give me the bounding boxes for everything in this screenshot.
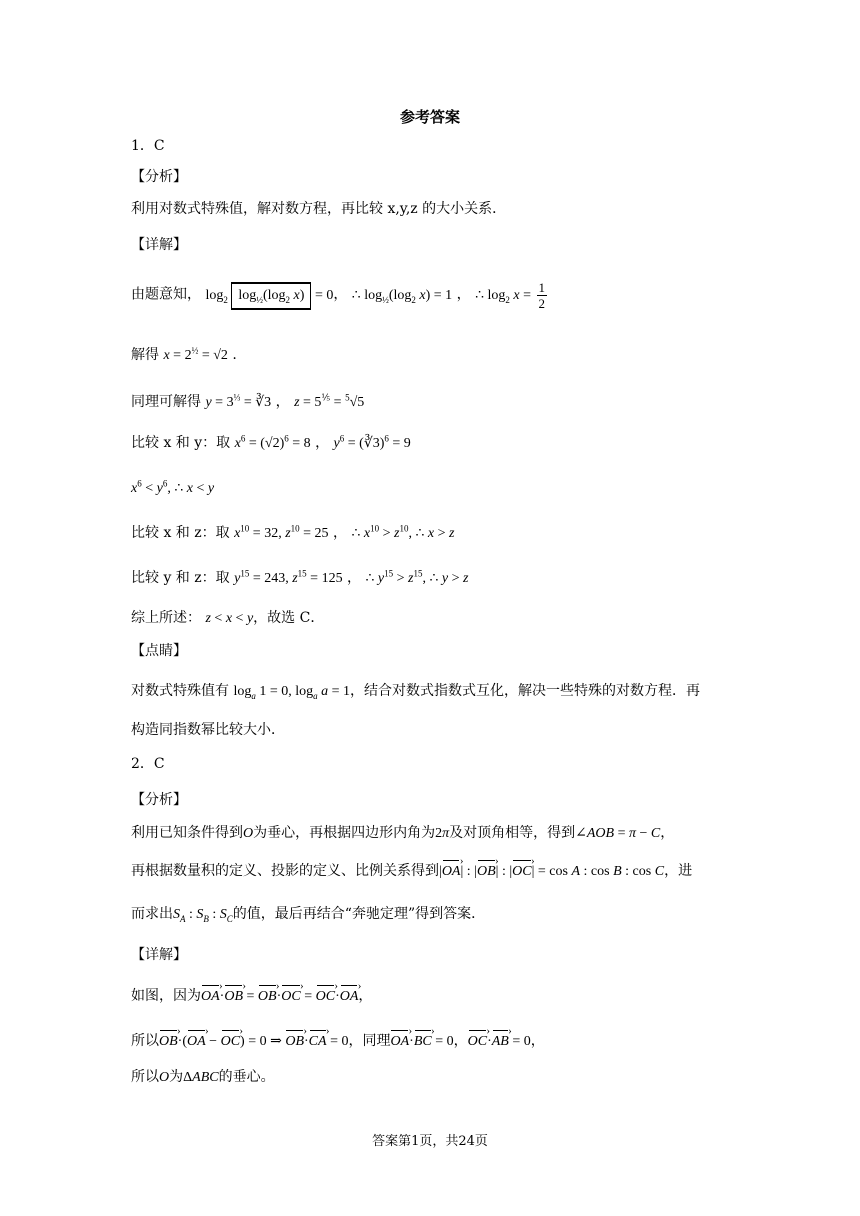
q2-detail-1a: 如图，因为 — [131, 988, 201, 1004]
q2-analysis-1a: 利用已知条件得到 — [131, 825, 243, 841]
q2-analysis-header: 【分析】 — [131, 792, 187, 808]
q1-summary — [131, 608, 324, 629]
q1-summary-prefix: 综上所述： — [131, 610, 201, 626]
q2-perp-oc-ab: OC ›·AB › = 0 — [468, 1034, 531, 1049]
q1-comment-prefix: 对数式特殊值有 — [131, 683, 229, 699]
q2-angle-aob: ∠AOB = π − C — [575, 826, 661, 841]
q1-equation-2: ∴ $\log_{\frac{1}{2}}(\log_2$ x) = 1 — [351, 287, 453, 305]
q2-area-ratio: $S_A$ : $S_B$ : $S_C$ — [173, 907, 233, 924]
q2-analysis-2a: 再根据数量积的定义、投影的定义、比例关系得到 — [131, 863, 439, 879]
q1-summary-order: z < x < y — [205, 611, 254, 626]
q1-detail-line-7: 比较 y 和 z：取 $y^{15} = 243$, $z^{15} = 125$ ， ∴ $y^{15} > z^{15}$, ∴ y > z — [131, 568, 469, 586]
q1-detail-4-prefix: 比较 x 和 y：取 — [131, 435, 231, 451]
q1-detail-header: 【详解】 — [131, 237, 187, 253]
q1-number: 1．C — [131, 138, 165, 154]
q1-detail-2-prefix: 解得 — [131, 347, 159, 363]
q2-detail-line-1: 如图，因为OA ›·OB › = OB ›·OC › = OC ›·OA ›， — [131, 986, 372, 1007]
q1-xy-conclusion: $x^6 < y^6$, ∴ x < y — [131, 478, 215, 496]
q2-detail-line-3 — [131, 1067, 275, 1088]
q1-comment-header: 【点睛】 — [131, 643, 187, 659]
page-footer: 答案第1页，共24页 — [372, 1134, 488, 1149]
q2-ratio-formula: |OA ›| : |OB ›| : |OC ›| = cos A : cos B : cos C — [439, 864, 664, 879]
q1-compare-xy: $x^6 = (√2)^6 = 8$ — [234, 433, 311, 451]
q1-xz-conclusion: ∴ $x^{10} > z^{10}$, ∴ x > z — [351, 523, 455, 541]
q2-analysis-1c: 及对顶角相等，得到 — [449, 825, 576, 841]
q2-two-pi: 2π — [435, 826, 450, 841]
q2-detail-header: 【详解】 — [131, 947, 187, 963]
q1-summary-suffix: ，故选 C． — [253, 610, 325, 626]
q2-analysis-line-2 — [131, 861, 692, 882]
q2-analysis-line-3 — [131, 904, 485, 925]
q1-detail-line-4: 比较 x 和 y：取 $x^6 = (√2)^6 = 8$ ， $y^6$ = (∛3)$^6$ = 9 — [131, 433, 411, 451]
q2-detail-2b: ，同理 — [348, 1033, 391, 1049]
q2-detail-line-2: 所以OB ›·(OA › − OC ›) = 0 ⇒ OB ›·CA › = 0，同理OA ›·BC › = 0，OC ›·AB › = 0， — [131, 1031, 545, 1052]
q1-detail-1-prefix: 由题意知， — [131, 286, 201, 303]
q1-compare-xy-2: $y^6$ = (∛3)$^6$ = 9 — [333, 433, 411, 451]
q2-detail-3c: 的垂心。 — [218, 1069, 275, 1085]
q1-detail-line-2: 解得 $x = 2^{\frac{1}{2}} = √2$ . — [131, 345, 237, 363]
q1-detail-line-5 — [131, 478, 214, 499]
q2-perp-ob-ca: OB ›·(OA › − OC ›) = 0 ⇒ OB ›·CA › = 0 — [159, 1034, 348, 1049]
q1-detail-6-prefix: 比较 x 和 z：取 — [131, 525, 230, 541]
q2-number: 2．C — [131, 756, 165, 772]
q1-yz-conclusion: ∴ $y^{15} > z^{15}$, ∴ y > z — [365, 568, 469, 586]
q1-comment-line-1 — [131, 681, 700, 702]
q1-analysis-header: 【分析】 — [131, 169, 187, 185]
q1-comment-suffix: ，结合对数式指数式互化，解决一些特殊的对数方程．再 — [350, 683, 701, 699]
q1-comment-line-2: 构造同指数幂比较大小． — [131, 722, 285, 738]
q1-z-value: $z = 5^{\frac{1}{5}} = ^5√5$ — [294, 392, 365, 410]
q2-analysis-1b: 为垂心，再根据四边形内角为 — [253, 825, 436, 841]
q2-detail-2a: 所以 — [131, 1033, 159, 1049]
q1-detail-line-6: 比较 x 和 z：取 $x^{10} = 32$, $z^{10} = 25$ ， ∴ $x^{10} > z^{10}$, ∴ x > z — [131, 523, 455, 541]
q1-detail-7-prefix: 比较 y 和 z：取 — [131, 570, 230, 586]
q2-point-o-2: O — [159, 1070, 170, 1085]
q2-analysis-2b: ，进 — [664, 863, 693, 879]
q2-dot-equality: OA ›·OB › = OB ›·OC › = OC ›·OA › — [201, 989, 358, 1004]
page-title: 参考答案 — [399, 108, 460, 126]
q1-compare-yz: $y^{15} = 243$, $z^{15} = 125$ — [234, 568, 343, 586]
q2-detail-3a: 所以 — [131, 1069, 159, 1085]
q1-y-value: $y = 3^{\frac{1}{3}}$ = ∛3 — [205, 392, 272, 410]
q1-compare-xz: $x^{10} = 32$, $z^{10} = 25$ — [234, 523, 329, 541]
q1-equation-3: ∴ $\log_2 x$ = $\frac{1}{2}$ — [475, 280, 546, 311]
q1-equation-1: $\log_2 \log_{\frac{1}{2}}(\log_2$ x) = 0 — [205, 288, 333, 303]
q1-detail-3-prefix: 同理可解得 — [131, 394, 201, 410]
q1-comment-formula: $\log_a 1 = 0$, $\log_a a = 1$ — [233, 684, 351, 701]
q2-perp-oa-bc: OA ›·BC › = 0 — [390, 1034, 453, 1049]
q2-analysis-line-1: 利用已知条件得到O为垂心，再根据四边形内角为2π及对顶角相等，得到∠AOB = π − C， — [131, 825, 675, 841]
q1-analysis-text: 利用对数式特殊值，解对数方程，再比较 x,y,z 的大小关系． — [131, 201, 507, 217]
q1-detail-line-3: 同理可解得 $y = 3^{\frac{1}{3}}$ = ∛3 ， $z = 5^{\frac{1}{5}} = ^5√5$ — [131, 392, 365, 410]
q2-analysis-3b: 的值，最后再结合“奔驰定理”得到答案． — [232, 906, 486, 922]
q2-triangle-abc: ΔABC — [183, 1070, 219, 1085]
q2-analysis-3a: 而求出 — [131, 906, 173, 922]
q1-x-value: $x = 2^{\frac{1}{2}} = √2$ — [163, 345, 228, 363]
q2-detail-3b: 为 — [169, 1069, 184, 1085]
q1-detail-line-1: 由题意知， $\log_2 \log_{\frac{1}{2}}(\log_2$ x) = 0， ∴ $\log_{\frac{1}{2}}(\log_2$ x) = 1 ， ∴ $\log_2 x$ = $\frac{1}{2}$ — [131, 280, 549, 311]
q2-point-o: O — [243, 826, 254, 841]
